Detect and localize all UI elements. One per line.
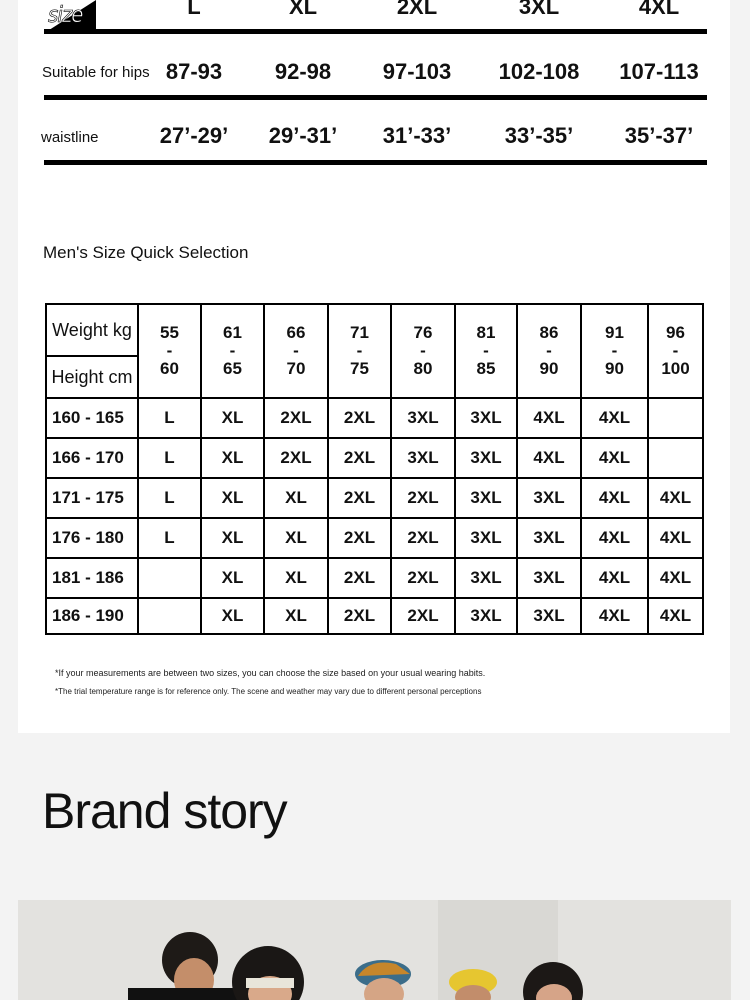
weight-dash: -	[356, 341, 363, 360]
section-title: Men's Size Quick Selection	[43, 243, 249, 262]
size-cell: 4XL	[648, 478, 703, 518]
weight-dash: -	[672, 341, 679, 360]
weight-min: 96	[666, 323, 685, 342]
size-cell: 3XL	[455, 558, 517, 598]
size-cell: 4XL	[648, 558, 703, 598]
size-cell: XL	[201, 398, 264, 438]
weight-max: 65	[223, 359, 242, 378]
size-header-l: L	[187, 0, 201, 19]
weight-range-header	[201, 304, 264, 398]
waist-value: 31’-33’	[382, 123, 452, 148]
size-header-xl: XL	[288, 0, 318, 19]
size-cell: XL	[264, 558, 328, 598]
size-cell: 4XL	[581, 598, 648, 634]
hips-value: 102-108	[498, 59, 580, 84]
size-cell: XL	[201, 478, 264, 518]
weight-header-row	[46, 304, 703, 398]
hips-value: 107-113	[619, 59, 699, 84]
hips-label: Suitable for hips	[42, 64, 150, 81]
weight-max: 100	[661, 359, 690, 378]
weight-dash: -	[166, 341, 173, 360]
size-cell: 3XL	[517, 478, 581, 518]
size-cell: 4XL	[517, 398, 581, 438]
size-cell: XL	[201, 518, 264, 558]
size-cell: 2XL	[328, 438, 391, 478]
brand-story-title: Brand story	[42, 783, 287, 839]
size-cell: 3XL	[455, 438, 517, 478]
weight-range-header	[328, 304, 391, 398]
table-row	[46, 598, 703, 634]
size-cell: 3XL	[455, 478, 517, 518]
size-cell: 3XL	[391, 398, 455, 438]
weight-range-header	[138, 304, 201, 398]
weight-max: 60	[160, 359, 179, 378]
size-cell: 3XL	[455, 518, 517, 558]
size-cell: 4XL	[517, 438, 581, 478]
weight-range-header	[648, 304, 703, 398]
size-label-tag	[46, 0, 96, 32]
size-cell: 2XL	[264, 398, 328, 438]
size-cell: 4XL	[581, 438, 648, 478]
size-cell	[648, 438, 703, 478]
size-cell: 3XL	[517, 598, 581, 634]
table-row	[46, 398, 703, 438]
size-header-4xl: 4XL	[638, 0, 680, 19]
size-cell: XL	[201, 438, 264, 478]
size-cell: 2XL	[391, 518, 455, 558]
size-cell: 3XL	[455, 398, 517, 438]
size-cell: L	[138, 438, 201, 478]
brand-photo	[18, 900, 731, 1000]
size-cell: 2XL	[264, 438, 328, 478]
size-label: size	[48, 3, 83, 28]
size-cell: L	[138, 478, 201, 518]
weight-dash: -	[546, 341, 552, 360]
size-cell: 2XL	[328, 478, 391, 518]
size-cell: 4XL	[581, 398, 648, 438]
size-cell	[138, 598, 201, 634]
height-range: 176 - 180	[46, 518, 138, 558]
weight-min: 55	[160, 323, 179, 342]
size-cell: 3XL	[391, 438, 455, 478]
divider	[44, 29, 707, 34]
weight-dash: -	[483, 341, 489, 360]
weight-dash: -	[293, 341, 299, 360]
size-cell: XL	[264, 478, 328, 518]
table-row	[46, 478, 703, 518]
quick-selection-table	[45, 303, 704, 635]
size-cell: 2XL	[391, 598, 455, 634]
size-cell: 4XL	[581, 558, 648, 598]
weight-min: 76	[413, 323, 433, 342]
size-cell: 4XL	[581, 518, 648, 558]
waist-value: 35’-37’	[624, 123, 694, 148]
divider	[44, 160, 707, 165]
weight-min: 61	[223, 323, 242, 342]
waist-label: waistline	[41, 129, 99, 146]
size-cell: 2XL	[328, 558, 391, 598]
size-cell: XL	[201, 598, 264, 634]
size-cell: XL	[264, 518, 328, 558]
size-cell: 4XL	[648, 518, 703, 558]
size-note: *If your measurements are between two sizes, you can choose the size based on your usual wearing habits.	[55, 668, 486, 678]
weight-dash: -	[611, 341, 618, 360]
waist-value: 33’-35’	[504, 123, 574, 148]
weight-max: 90	[539, 359, 559, 378]
divider	[44, 95, 707, 100]
weight-min: 81	[476, 323, 496, 342]
size-cell: 2XL	[328, 518, 391, 558]
size-cell: 2XL	[391, 478, 455, 518]
temperature-note: *The trial temperature range is for reference only. The scene and weather may vary due to different personal perceptions	[55, 687, 482, 696]
height-range: 186 - 190	[46, 598, 138, 634]
size-cell: 3XL	[517, 558, 581, 598]
weight-range-header	[264, 304, 328, 398]
table-row	[46, 518, 703, 558]
height-range: 171 - 175	[46, 478, 138, 518]
weight-range-header	[517, 304, 581, 398]
weight-max: 80	[413, 359, 433, 378]
size-cell: XL	[264, 598, 328, 634]
weight-range-header	[455, 304, 517, 398]
weight-max: 90	[605, 359, 624, 378]
size-cell: L	[138, 398, 201, 438]
size-cell: 2XL	[391, 558, 455, 598]
size-cell: 4XL	[648, 598, 703, 634]
waist-value: 27’-29’	[159, 123, 229, 148]
weight-min: 66	[286, 323, 306, 342]
weight-max: 75	[350, 359, 369, 378]
table-row	[46, 438, 703, 478]
height-range: 181 - 186	[46, 558, 138, 598]
size-cell: XL	[201, 558, 264, 598]
size-cell: 2XL	[328, 398, 391, 438]
height-range: 160 - 165	[46, 398, 138, 438]
size-cell	[138, 558, 201, 598]
size-cell	[648, 398, 703, 438]
table-row	[46, 558, 703, 598]
weight-range-header	[581, 304, 648, 398]
weight-dash: -	[420, 341, 426, 360]
hips-value: 87-93	[165, 59, 223, 84]
weight-min: 71	[350, 323, 369, 342]
size-cell: 4XL	[581, 478, 648, 518]
weight-max: 85	[476, 359, 496, 378]
hips-value: 92-98	[274, 59, 332, 84]
weight-dash: -	[229, 341, 236, 360]
waist-value: 29’-31’	[268, 123, 338, 148]
size-cell: 2XL	[328, 598, 391, 634]
corner-cell	[46, 304, 138, 398]
brand-photo-illustration	[18, 900, 731, 1000]
weight-label: Weight kg	[47, 305, 137, 357]
weight-max: 70	[286, 359, 306, 378]
hips-value: 97-103	[382, 59, 452, 84]
size-header-2xl: 2XL	[396, 0, 438, 19]
size-cell: L	[138, 518, 201, 558]
size-cell: 3XL	[455, 598, 517, 634]
height-label: Height cm	[51, 366, 133, 387]
size-cell: 3XL	[517, 518, 581, 558]
height-range: 166 - 170	[46, 438, 138, 478]
weight-range-header	[391, 304, 455, 398]
weight-min: 91	[605, 323, 624, 342]
size-header-3xl: 3XL	[518, 0, 560, 19]
weight-min: 86	[539, 323, 559, 342]
